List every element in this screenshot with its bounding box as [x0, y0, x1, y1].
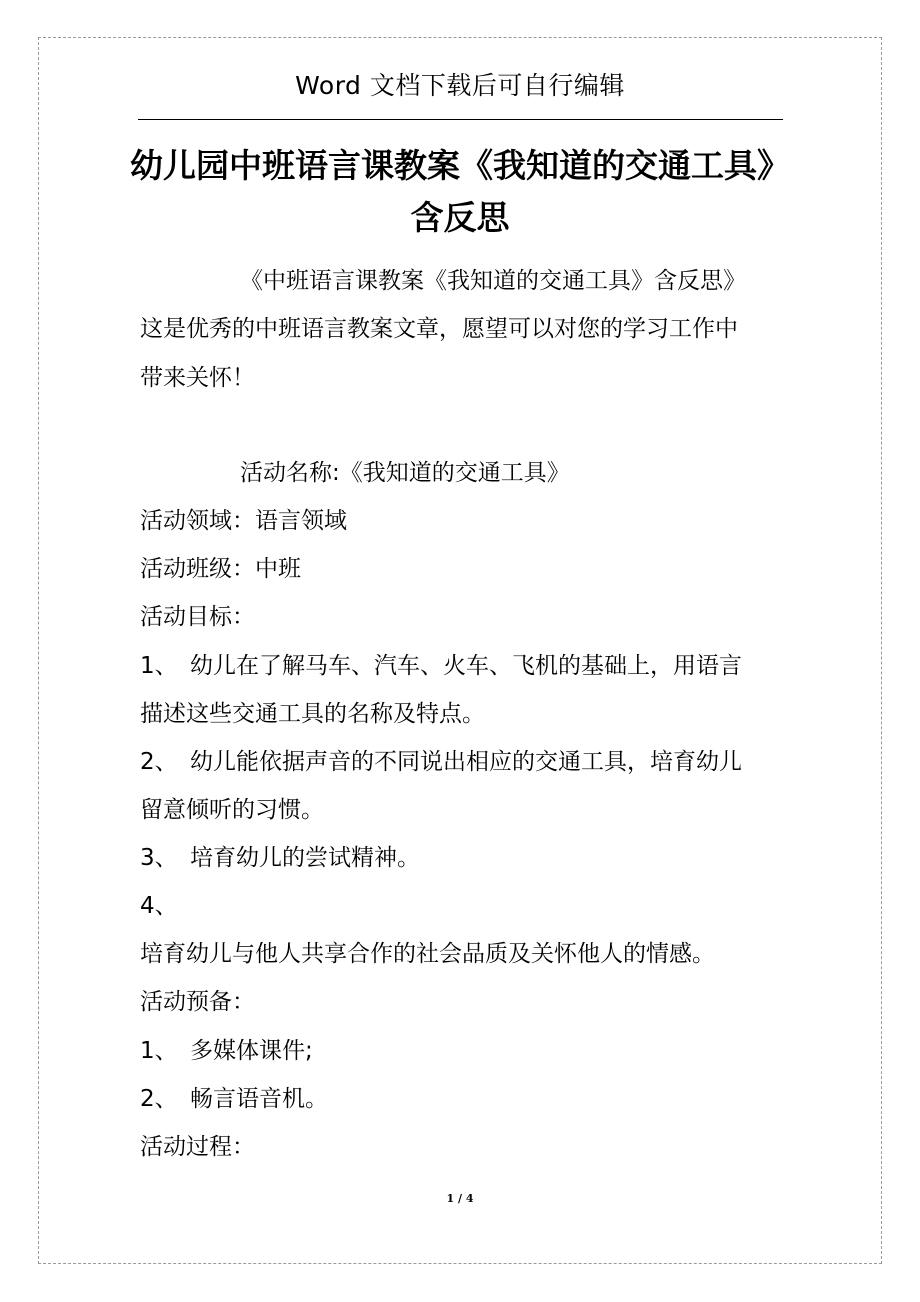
- goal-number: 2、: [140, 749, 178, 775]
- activity-name: 活动名称:《我知道的交通工具》: [240, 460, 570, 486]
- header-rule: [138, 119, 783, 120]
- goal-number: 4、: [140, 893, 178, 919]
- activity-class: 活动班级：中班: [140, 556, 301, 582]
- title-line-1: 幼儿园中班语言课教案《我知道的交通工具》: [130, 146, 790, 185]
- goal-item-1: [140, 654, 790, 678]
- intro-line-2: 这是优秀的中班语言教案文章，愿望可以对您的学习工作中: [140, 316, 738, 342]
- goal-item-2: [140, 750, 790, 774]
- intro-line-3: 带来关怀！: [140, 365, 255, 391]
- prep-text: 多媒体课件;: [190, 1038, 313, 1064]
- goal-item-1-continued: 描述这些交通工具的名称及特点。: [140, 701, 485, 727]
- goal-item-2-continued: 留意倾听的习惯。: [140, 797, 324, 823]
- document-title: [130, 140, 790, 244]
- goal-text: 培育幼儿的尝试精神。: [190, 845, 420, 871]
- goal-number: 1、: [140, 653, 178, 679]
- intro-line-1: 《中班语言课教案《我知道的交通工具》含反思》: [240, 268, 746, 294]
- goal-item-4: [140, 894, 790, 918]
- page-header: Word 文档下载后可自行编辑: [295, 71, 625, 100]
- prep-item-2: [140, 1087, 790, 1111]
- prep-heading: 活动预备：: [140, 989, 255, 1015]
- prep-number: 1、: [140, 1038, 178, 1064]
- title-line-2: 含反思: [410, 198, 510, 237]
- goal-text: 幼儿在了解马车、汽车、火车、飞机的基础上，用语言: [190, 653, 742, 679]
- prep-item-1: [140, 1039, 790, 1063]
- activity-field: 活动领域：语言领域: [140, 508, 347, 534]
- process-heading: 活动过程：: [140, 1134, 255, 1160]
- goal-number: 3、: [140, 845, 178, 871]
- page-number: 1 / 4: [446, 1192, 474, 1205]
- goals-heading: 活动目标：: [140, 604, 255, 630]
- goal-item-4-continued: 培育幼儿与他人共享合作的社会品质及关怀他人的情感。: [140, 941, 715, 967]
- prep-number: 2、: [140, 1086, 178, 1112]
- prep-text: 畅言语音机。: [190, 1086, 328, 1112]
- goal-item-3: [140, 846, 790, 870]
- goal-text: 幼儿能依据声音的不同说出相应的交通工具，培育幼儿: [190, 749, 742, 775]
